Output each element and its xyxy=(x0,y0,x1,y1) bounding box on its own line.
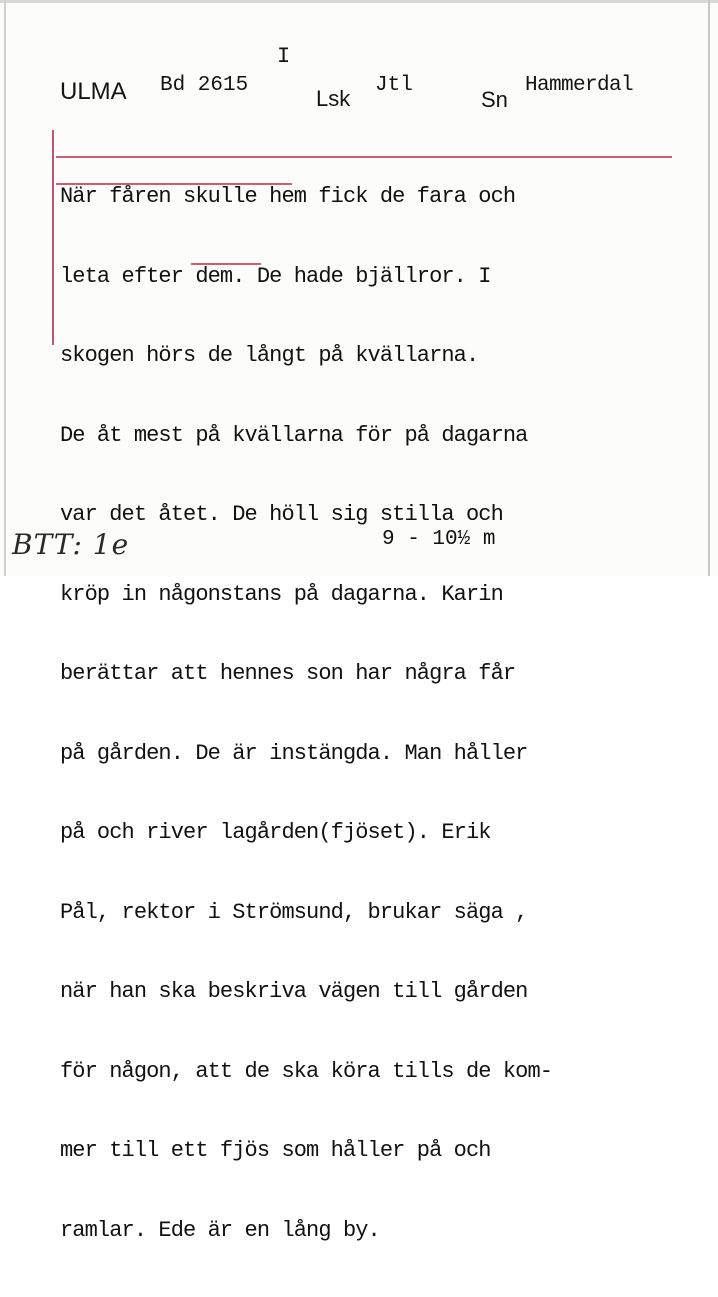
record-number: Bd 2615 xyxy=(160,74,249,97)
transcript-text xyxy=(60,131,552,1297)
text-line: skogen hörs de långt på kvällarna. xyxy=(60,343,479,368)
parish-value: Hammerdal xyxy=(525,74,634,97)
text-line: för någon, att de ska köra tills de kom- xyxy=(60,1058,553,1084)
text-line: berättar att hennes son har några får xyxy=(60,661,516,686)
region-prefix: Lsk xyxy=(316,86,351,111)
region-value: Jtl xyxy=(375,74,413,97)
text-line: mer till ett fjös som håller på och xyxy=(60,1138,491,1163)
text-line: på och river lagården(fjöset). Erik xyxy=(60,820,491,845)
text-line: När fåren skulle hem fick de fara och xyxy=(60,184,516,209)
page-reference: 9 - 10½ m xyxy=(382,528,496,551)
text-line: när han ska beskriva vägen till gården xyxy=(60,979,528,1004)
margin-marker xyxy=(52,130,54,345)
parish-prefix: Sn xyxy=(481,87,508,112)
card-right-edge xyxy=(708,0,710,576)
text-line: De åt mest på kvällarna för på dagarna xyxy=(60,422,528,448)
volume-mark: I xyxy=(277,44,291,69)
archive-label: ULMA xyxy=(60,78,127,105)
text-line: leta efter dem. De hade bjällror. I xyxy=(60,263,491,289)
card-top-edge xyxy=(0,0,718,3)
handwritten-note: BTT: 1e xyxy=(12,528,130,561)
text-line: kröp in någonstans på dagarna. Karin xyxy=(60,581,503,607)
text-line: ramlar. Ede är en lång by. xyxy=(60,1217,380,1243)
text-line: på gården. De är instängda. Man håller xyxy=(60,740,528,766)
text-line: var det åtet. De höll sig stilla och xyxy=(60,502,503,527)
text-line: Pål, rektor i Strömsund, brukar säga , xyxy=(60,899,528,925)
card-left-edge xyxy=(4,0,6,576)
